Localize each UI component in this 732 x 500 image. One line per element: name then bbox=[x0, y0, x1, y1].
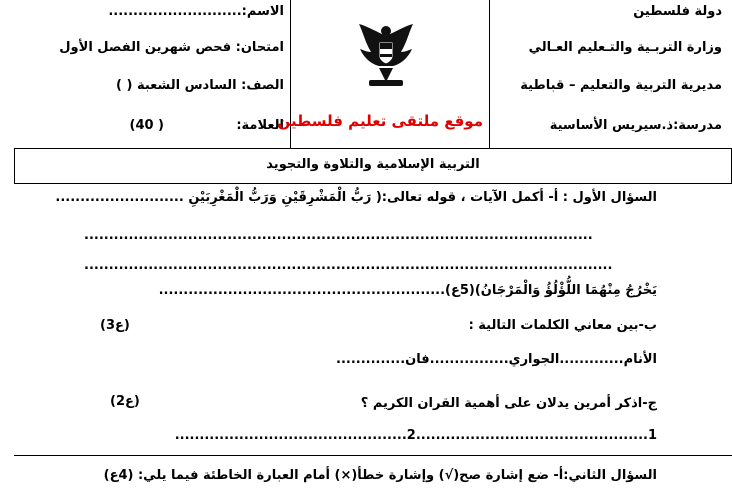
mark-value: ( 40) bbox=[129, 118, 164, 133]
question-1c: ج-اذكر أمرين يدلان على أهمية القران الكريم ؟ bbox=[360, 396, 657, 411]
mark-label: العلامة: bbox=[236, 118, 284, 133]
answers-1c: 1...............................................2............................................... bbox=[174, 428, 657, 443]
directorate-name: مديرية التربية والتعليم – قباطية bbox=[520, 78, 722, 93]
header-divider-right bbox=[489, 0, 490, 148]
school-name: مدرسة:ذ.سيريس الأساسية bbox=[549, 118, 722, 133]
word-meanings: الأنام.............الجواري................فان.............. bbox=[336, 352, 657, 367]
question-1a: السؤال الأول : أ- أكمل الآيات ، قوله تعالى:( رَبُّ الْمَشْرِقَيْنِ وَرَبُّ الْمَغْرِبَيْنِ .......................... bbox=[55, 190, 657, 205]
question-1b-mark: (3ع) bbox=[100, 318, 130, 333]
palestine-eagle-emblem bbox=[355, 22, 417, 88]
exam-title: امتحان: فحص شهرين الفصل الأول bbox=[59, 40, 284, 55]
class-info: الصف: السادس الشعبة ( ) bbox=[116, 78, 284, 93]
ministry-name: وزارة التربـية والتـعليم العـالي bbox=[528, 40, 722, 55]
answer-line-1: ....................................................................................................... bbox=[84, 228, 593, 243]
question-1c-mark: (2ع) bbox=[110, 394, 140, 409]
subject-title-box bbox=[14, 148, 732, 184]
student-name-field: الاسم:........................... bbox=[108, 4, 284, 19]
state-name: دولة فلسطين bbox=[633, 4, 722, 19]
question-2a: السؤال الثاني:أ- ضع إشارة صح(√) وإشارة خطأ(×) أمام العبارة الخاطئة فيما يلي: (4ع) bbox=[103, 468, 657, 483]
subject-title: التربية الإسلامية والتلاوة والتجويد bbox=[266, 157, 480, 172]
site-name: موقع ملتقى تعليم فلسطين bbox=[277, 112, 483, 130]
answer-line-2: ........................................................................................................... bbox=[84, 258, 613, 273]
verse-ending: يَخْرُجُ مِنْهُمَا اللُّؤْلُؤُ وَالْمَرْجَانُ)(5ع).......................................................... bbox=[158, 283, 657, 298]
section-divider bbox=[14, 455, 732, 456]
question-1b: ب-بين معاني الكلمات التالية : bbox=[468, 318, 657, 333]
